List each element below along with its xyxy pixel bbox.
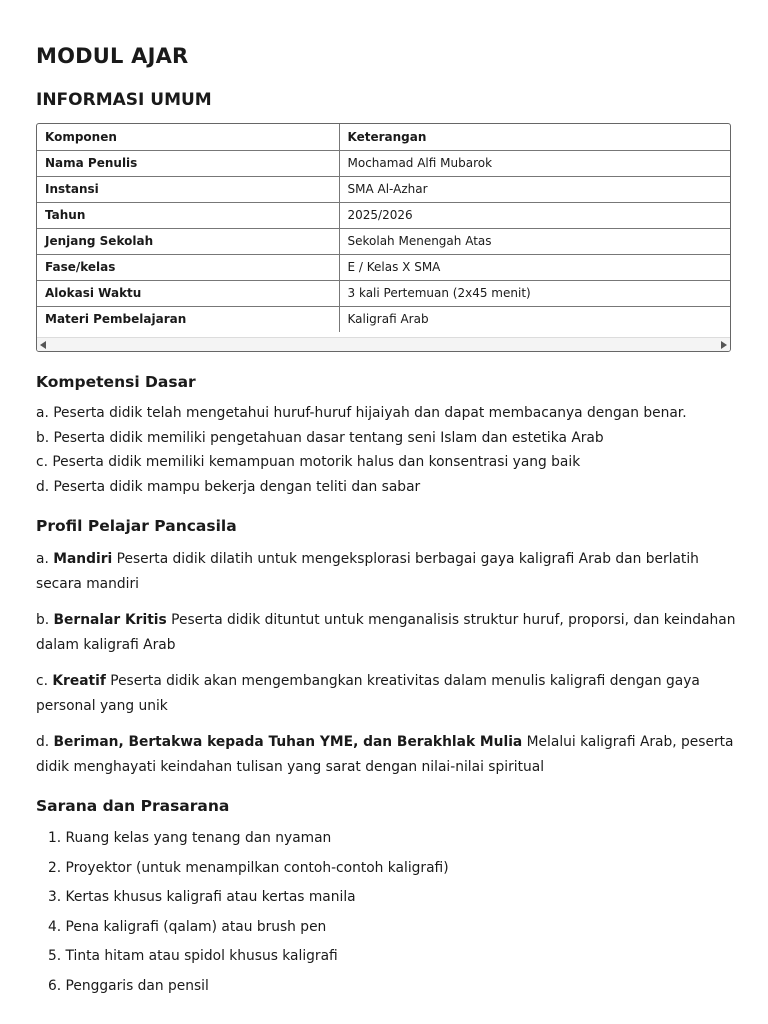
- profil-text: Peserta didik dilatih untuk mengeksplorasi berbagai gaya kaligrafi Arab dan berlatih secara mandiri: [36, 551, 699, 592]
- profil-prefix: d.: [36, 734, 54, 750]
- info-table: [37, 124, 730, 332]
- table-cell-value: Mochamad Alfi Mubarok: [339, 150, 730, 176]
- profil-term: Bernalar Kritis: [53, 612, 167, 628]
- table-cell-value: SMA Al-Azhar: [339, 176, 730, 202]
- list-item: b. Peserta didik memiliki pengetahuan dasar tentang seni Islam dan estetika Arab: [36, 429, 604, 446]
- list-item: d. Peserta didik mampu bekerja dengan teliti dan sabar: [36, 478, 421, 495]
- table-header-komponen: Komponen: [37, 124, 339, 150]
- table-cell-key: Fase/kelas: [37, 254, 339, 280]
- profil-prefix: a.: [36, 551, 54, 567]
- list-item: 4. Pena kaligrafi (qalam) atau brush pen: [48, 918, 327, 935]
- table-cell-key: Alokasi Waktu: [37, 280, 339, 306]
- profil-text: Melalui kaligrafi Arab, peserta didik menghayati keindahan tulisan yang sarat dengan nilai-nilai spiritual: [36, 734, 734, 775]
- list-item: 3. Kertas khusus kaligrafi atau kertas manila: [48, 889, 356, 905]
- profil-prefix: b.: [36, 612, 54, 628]
- table-header-keterangan: Keterangan: [339, 124, 730, 150]
- table-row: [37, 254, 730, 280]
- profil-term: Beriman, Bertakwa kepada Tuhan YME, dan Berakhlak Mulia: [53, 734, 523, 750]
- table-horizontal-scrollbar[interactable]: [37, 337, 730, 351]
- info-heading: INFORMASI UMUM: [36, 90, 212, 110]
- table-cell-value: Sekolah Menengah Atas: [339, 228, 730, 254]
- table-cell-value: E / Kelas X SMA: [339, 254, 730, 280]
- list-item: 2. Proyektor (untuk menampilkan contoh-contoh kaligrafi): [48, 859, 449, 876]
- profil-term: Mandiri: [53, 551, 113, 567]
- table-row: [37, 176, 730, 202]
- list-item: c. Peserta didik memiliki kemampuan motorik halus dan konsentrasi yang baik: [36, 454, 581, 470]
- profil-item: [36, 669, 736, 718]
- table-row: [37, 228, 730, 254]
- profil-text: Peserta didik dituntut untuk menganalisis struktur huruf, proporsi, dan keindahan dalam kaligrafi Arab: [36, 612, 736, 653]
- sarana-heading: Sarana dan Prasarana: [36, 797, 230, 815]
- table-row: [37, 280, 730, 306]
- kompetensi-list: [36, 401, 732, 499]
- profil-item: [36, 608, 736, 657]
- table-row: [37, 202, 730, 228]
- info-table-container: [36, 123, 731, 352]
- table-cell-value: Kaligrafi Arab: [347, 312, 429, 327]
- table-cell-value: 3 kali Pertemuan (2x45 menit): [339, 280, 730, 306]
- table-cell-key: Nama Penulis: [37, 150, 339, 176]
- profil-item: [36, 547, 736, 596]
- scroll-left-arrow-icon[interactable]: [40, 341, 46, 349]
- table-header-row: [37, 124, 730, 150]
- profil-prefix: c.: [36, 673, 53, 689]
- profil-text: Peserta didik akan mengembangkan kreativitas dalam menulis kaligrafi dengan gaya personal yang unik: [36, 673, 700, 714]
- table-cell-key: Tahun: [37, 202, 339, 228]
- table-cell-key: Materi Pembelajaran: [37, 306, 339, 332]
- table-cell-key: Jenjang Sekolah: [37, 228, 339, 254]
- profil-heading: Profil Pelajar Pancasila: [36, 517, 237, 535]
- kompetensi-heading: Kompetensi Dasar: [36, 373, 196, 391]
- list-item: 6. Penggaris dan pensil: [48, 977, 209, 994]
- list-item: a. Peserta didik telah mengetahui huruf-huruf hijaiyah dan dapat membacanya dengan benar.: [36, 405, 687, 421]
- profil-term: Kreatif: [52, 673, 106, 689]
- table-cell-key: Instansi: [37, 176, 339, 202]
- list-item: 5. Tinta hitam atau spidol khusus kaligrafi: [48, 948, 338, 964]
- scroll-right-arrow-icon[interactable]: [721, 341, 727, 349]
- profil-item: [36, 730, 736, 779]
- table-cell-value: 2025/2026: [339, 202, 730, 228]
- sarana-list: [36, 824, 449, 1001]
- table-row: [37, 150, 730, 176]
- table-row: [37, 306, 730, 332]
- page-title: MODUL AJAR: [36, 44, 189, 68]
- list-item: 1. Ruang kelas yang tenang dan nyaman: [48, 830, 332, 846]
